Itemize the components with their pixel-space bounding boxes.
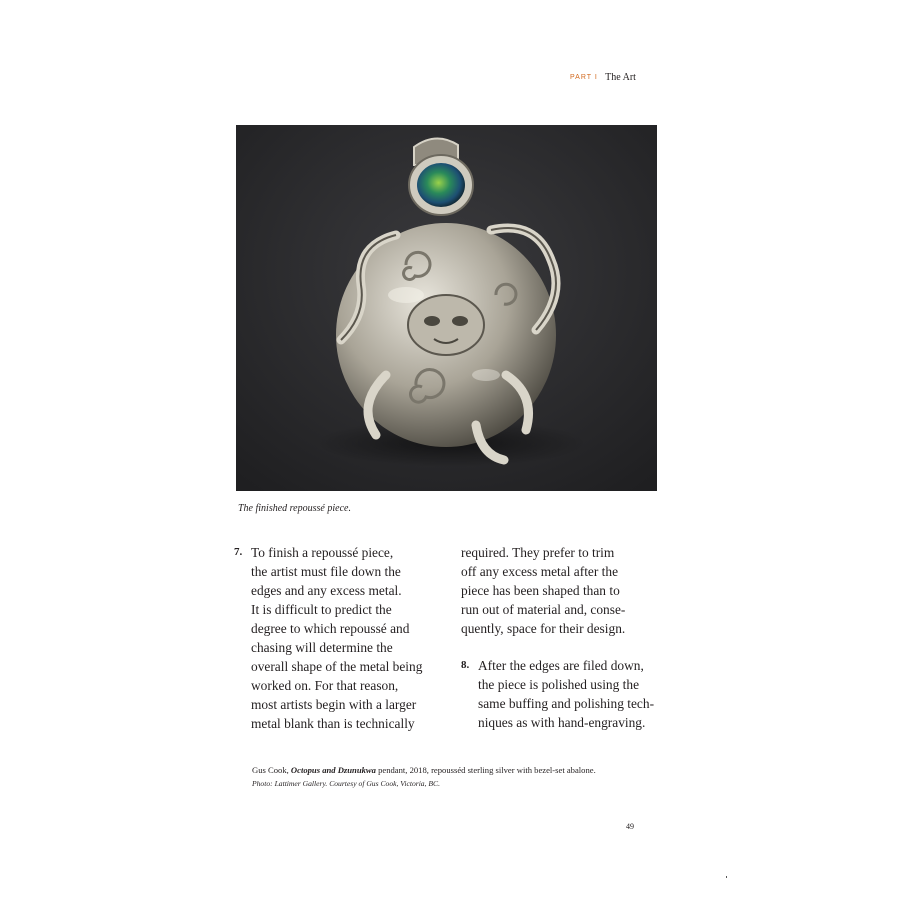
step-line: metal blank than is technically [251, 716, 415, 731]
pendant-illustration [236, 125, 657, 491]
step-line: the piece is polished using the [478, 677, 640, 692]
step-line: It is difficult to predict the [251, 602, 392, 617]
step-line: To finish a repoussé piece, [251, 545, 394, 560]
pendant-photo [236, 125, 657, 491]
step-line: run out of material and, conse- [461, 602, 626, 617]
step-number: 8. [461, 659, 470, 671]
step-line: overall shape of the metal being [251, 659, 423, 674]
photo-caption: The finished repoussé piece. [238, 503, 351, 514]
running-header [570, 72, 636, 83]
artwork-caption [252, 764, 596, 790]
step-7 [234, 543, 434, 733]
step-line: After the edges are filed down, [478, 658, 644, 673]
artwork-title: Octopus and Dzunukwa [290, 765, 376, 775]
text-column-right [461, 543, 671, 732]
text-column-left [234, 543, 434, 733]
step-line: off any excess metal after the [461, 564, 619, 579]
step-line: worked on. For that reason, [251, 678, 399, 693]
step-line: chasing will determine the [251, 640, 393, 655]
step-7-continued [461, 543, 671, 638]
section-title: The Art [605, 72, 636, 83]
artist-name: Gus Cook, [252, 765, 291, 775]
step-line: same buffing and polishing tech- [478, 696, 655, 711]
step-line: the artist must file down the [251, 564, 401, 579]
page-number: 49 [626, 822, 634, 831]
step-line: required. They prefer to trim [461, 545, 615, 560]
step-line: piece has been shaped than to [461, 583, 620, 598]
photo-credit: Photo: Lattimer Gallery. Courtesy of Gus Cook, Victoria, BC. [252, 779, 441, 788]
artwork-details: pendant, 2018, repousséd sterling silver with bezel-set abalone. [375, 765, 596, 775]
step-number: 7. [234, 546, 243, 558]
part-label: PART I [570, 74, 598, 81]
step-line: most artists begin with a larger [251, 697, 417, 712]
step-8 [461, 656, 671, 732]
crop-mark [726, 876, 727, 878]
step-line: degree to which repoussé and [251, 621, 410, 636]
step-line: niques as with hand-engraving. [478, 715, 646, 730]
step-line: edges and any excess metal. [251, 583, 402, 598]
step-line: quently, space for their design. [461, 621, 626, 636]
